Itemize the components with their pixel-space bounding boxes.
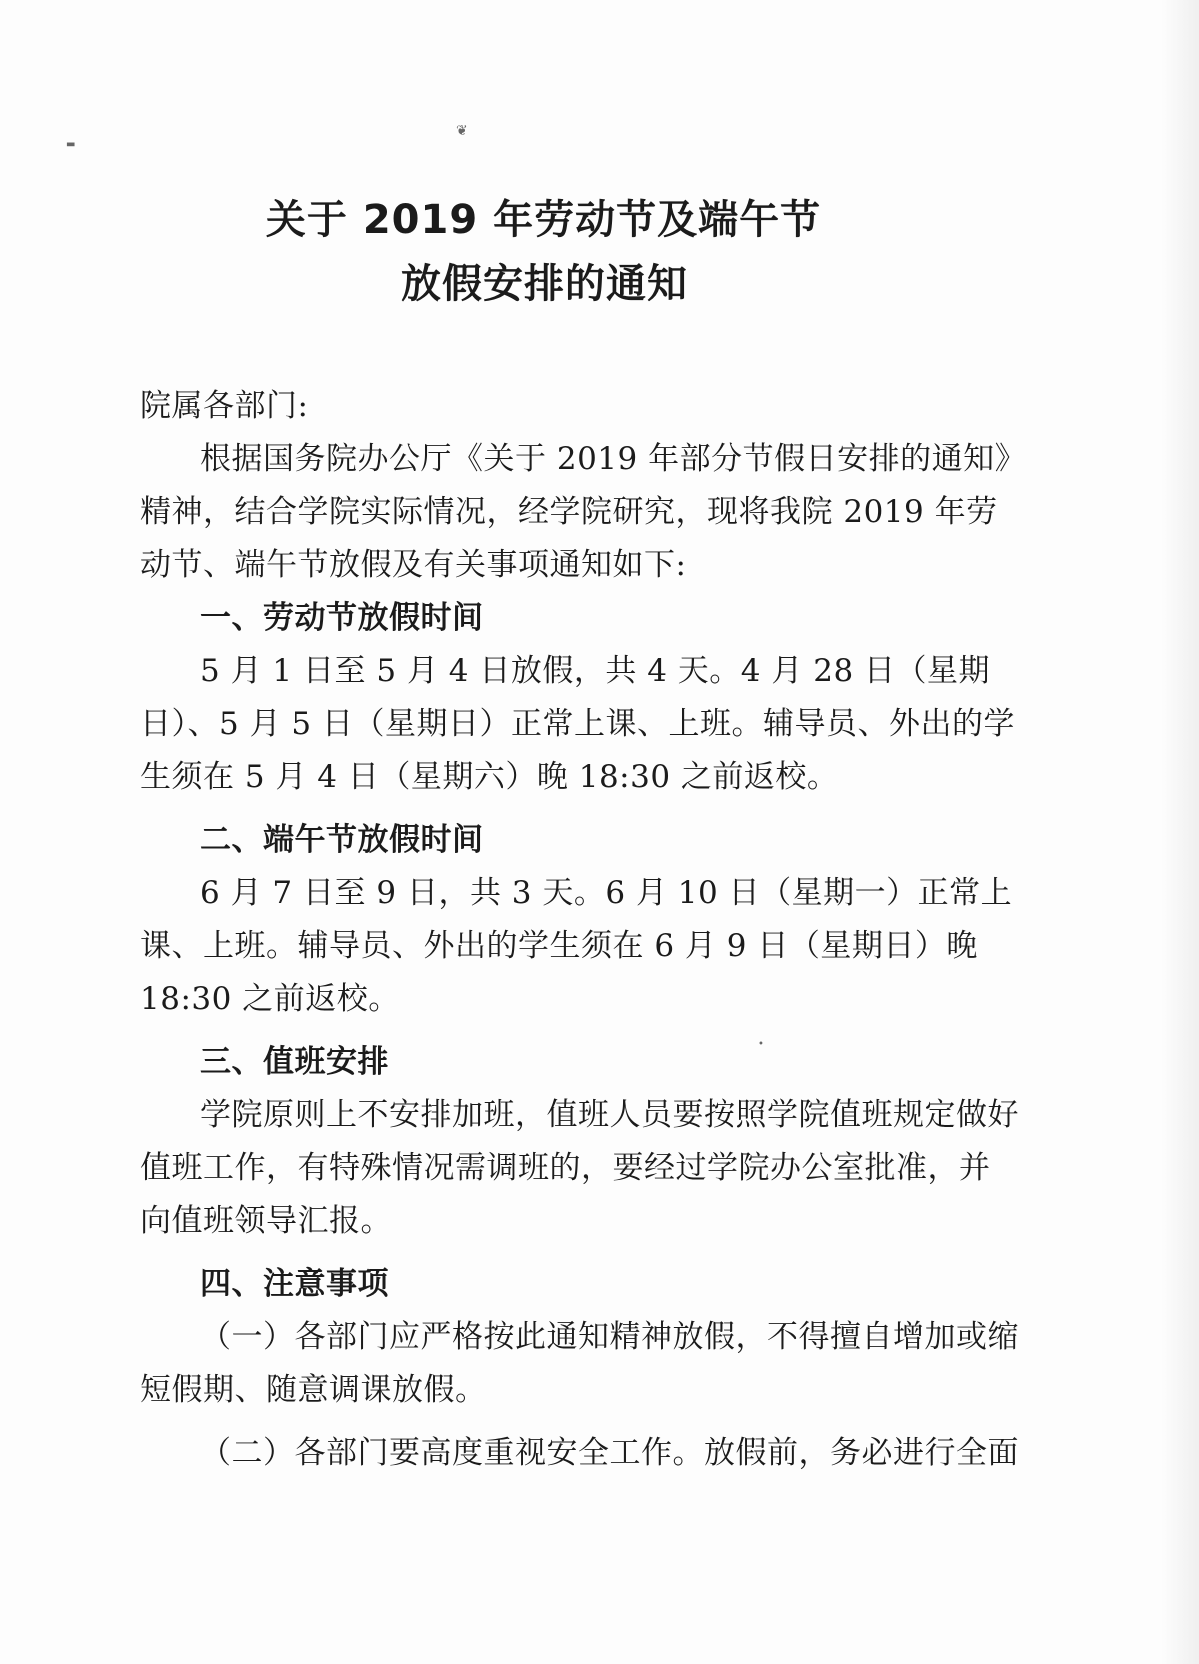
scan-speck: ▬: [66, 139, 76, 150]
section-body: 6 月 7 日至 9 日，共 3 天。6 月 10 日（星期一）正常上课、上班。辅导员、外出的学生须在 6 月 9 日（星期日）晚 18:30 之前返校。: [140, 875, 1013, 1017]
document-title: [0, 197, 1199, 307]
section-body: 学院原则上不安排加班，值班人员要按照学院值班规定做好值班工作，有特殊情况需调班的，要经过学院办公室批准，并向值班领导汇报。: [140, 1097, 1019, 1239]
section-heading: 二、端午节放假时间: [200, 822, 484, 858]
section-body: （一）各部门应严格按此通知精神放假，不得擅自增加或缩短假期、随意调课放假。: [140, 1319, 1019, 1408]
scan-speck: ❦: [456, 123, 468, 139]
title-line-1: 关于 2019 年劳动节及端午节: [265, 197, 822, 243]
document-body: [140, 380, 1020, 1480]
title-line-2: 放假安排的通知: [401, 261, 688, 307]
salutation: 院属各部门:: [140, 388, 309, 424]
section-heading: 四、注意事项: [200, 1266, 389, 1302]
scan-speck: •: [758, 1039, 764, 1050]
section-body: 5 月 1 日至 5 月 4 日放假，共 4 天。4 月 28 日（星期日）、5 月 5 日（星期日）正常上课、上班。辅导员、外出的学生须在 5 月 4 日（星期六）晚 18:30 之前返校。: [140, 653, 1016, 795]
closing-fragment: （二）各部门要高度重视安全工作。放假前，务必进行全面: [200, 1435, 1019, 1471]
section-heading: 一、劳动节放假时间: [200, 600, 484, 636]
section-heading: 三、值班安排: [200, 1044, 389, 1080]
intro-paragraph: 根据国务院办公厅《关于 2019 年部分节假日安排的通知》精神，结合学院实际情况，经学院研究，现将我院 2019 年劳动节、端午节放假及有关事项通知如下:: [140, 441, 1011, 583]
